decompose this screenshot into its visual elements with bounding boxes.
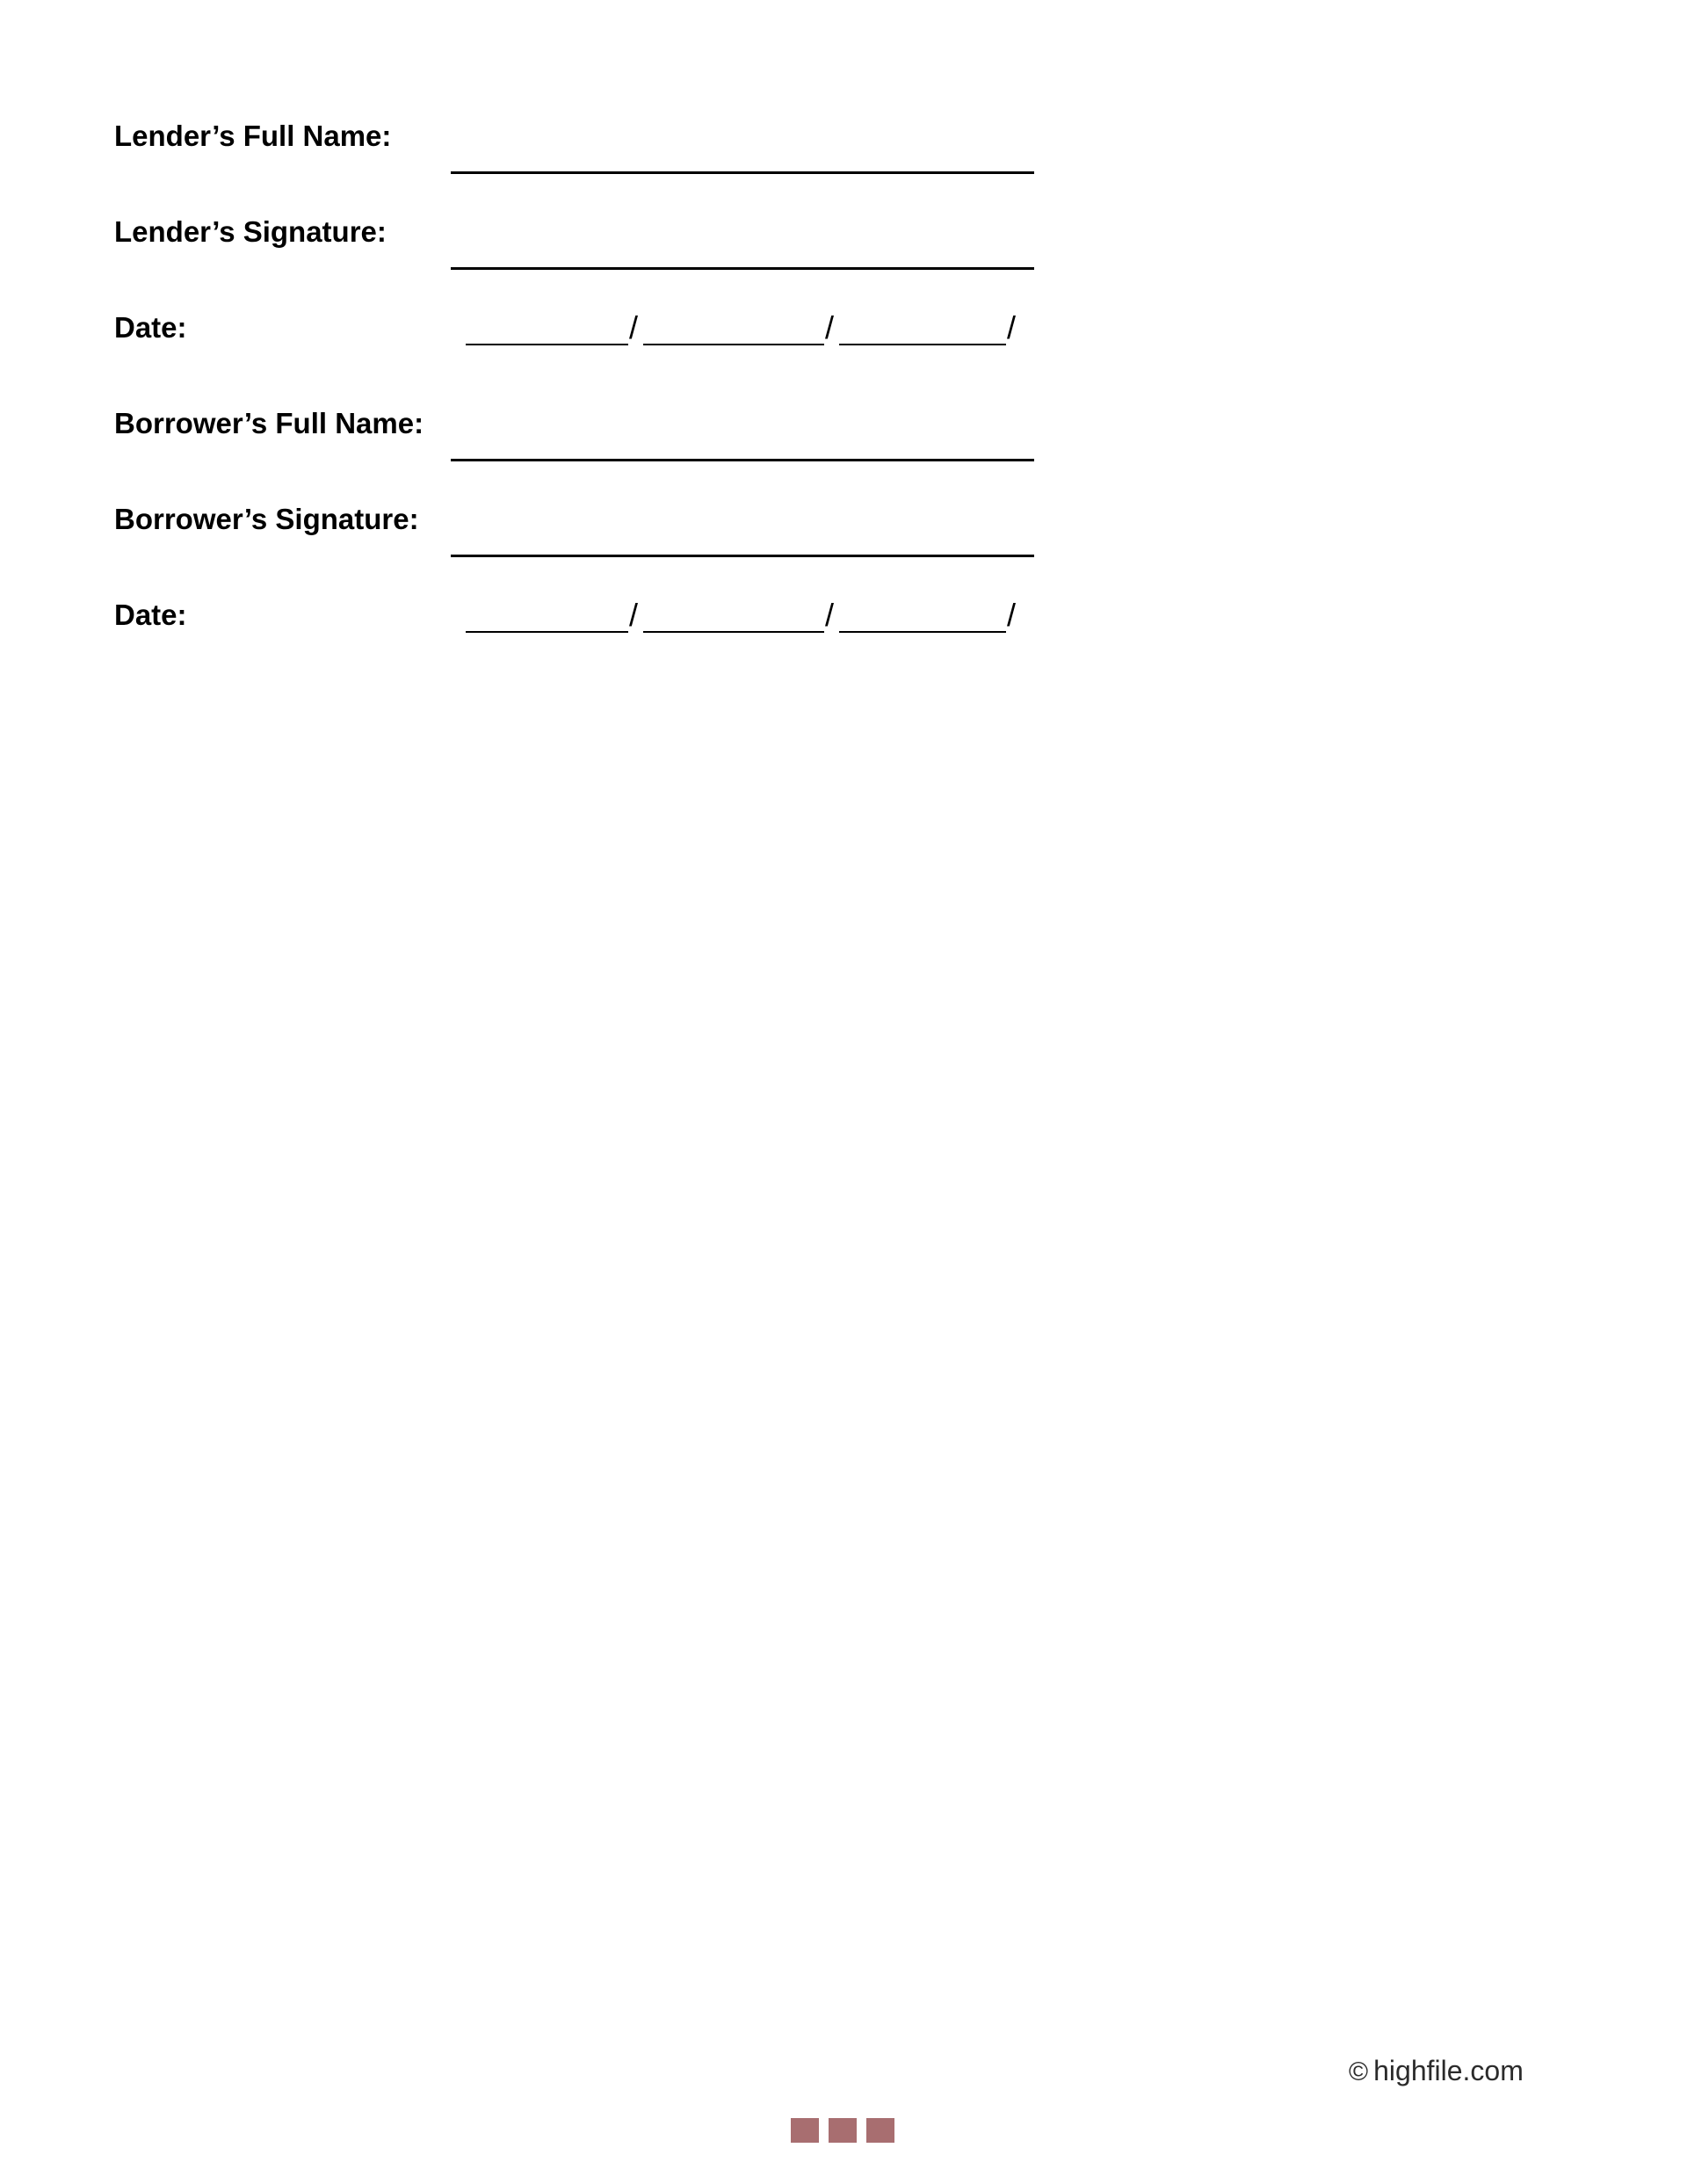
date-separator: / — [825, 309, 835, 345]
date-separator: / — [825, 597, 835, 633]
borrower-name-row — [114, 406, 1046, 476]
lender-date-label: Date: — [114, 311, 187, 344]
lender-date-year-field[interactable] — [839, 344, 1006, 345]
copyright-text: highfile.com — [1373, 2055, 1524, 2086]
lender-name-row — [114, 119, 1046, 189]
page-marker-square-icon — [791, 2118, 819, 2143]
date-separator: / — [629, 597, 639, 633]
lender-date-month-field[interactable] — [466, 344, 628, 345]
borrower-date-day-field[interactable] — [643, 631, 824, 633]
borrower-signature-label: Borrower’s Signature: — [114, 503, 419, 535]
lender-signature-row — [114, 214, 1046, 285]
date-separator: / — [1007, 597, 1017, 633]
date-separator: / — [1007, 309, 1017, 345]
borrower-date-year-field[interactable] — [839, 631, 1006, 633]
date-separator: / — [629, 309, 639, 345]
borrower-date-row — [114, 598, 1046, 668]
borrower-date-field[interactable] — [466, 598, 1028, 636]
page-marker-square-icon — [866, 2118, 894, 2143]
lender-name-field[interactable] — [451, 171, 1034, 174]
borrower-name-label: Borrower’s Full Name: — [114, 407, 424, 439]
borrower-signature-row — [114, 502, 1046, 572]
borrower-name-field[interactable] — [451, 459, 1034, 461]
lender-signature-field[interactable] — [451, 267, 1034, 270]
borrower-date-label: Date: — [114, 599, 187, 631]
lender-date-day-field[interactable] — [643, 344, 824, 345]
lender-date-row — [114, 310, 1046, 381]
copyright-notice — [1349, 2053, 1524, 2090]
lender-signature-label: Lender’s Signature: — [114, 215, 387, 248]
page-marker-square-icon — [829, 2118, 857, 2143]
borrower-date-month-field[interactable] — [466, 631, 628, 633]
lender-date-field[interactable] — [466, 310, 1028, 349]
copyright-icon: © — [1349, 2057, 1369, 2086]
borrower-signature-field[interactable] — [451, 555, 1034, 557]
lender-name-label: Lender’s Full Name: — [114, 120, 392, 152]
